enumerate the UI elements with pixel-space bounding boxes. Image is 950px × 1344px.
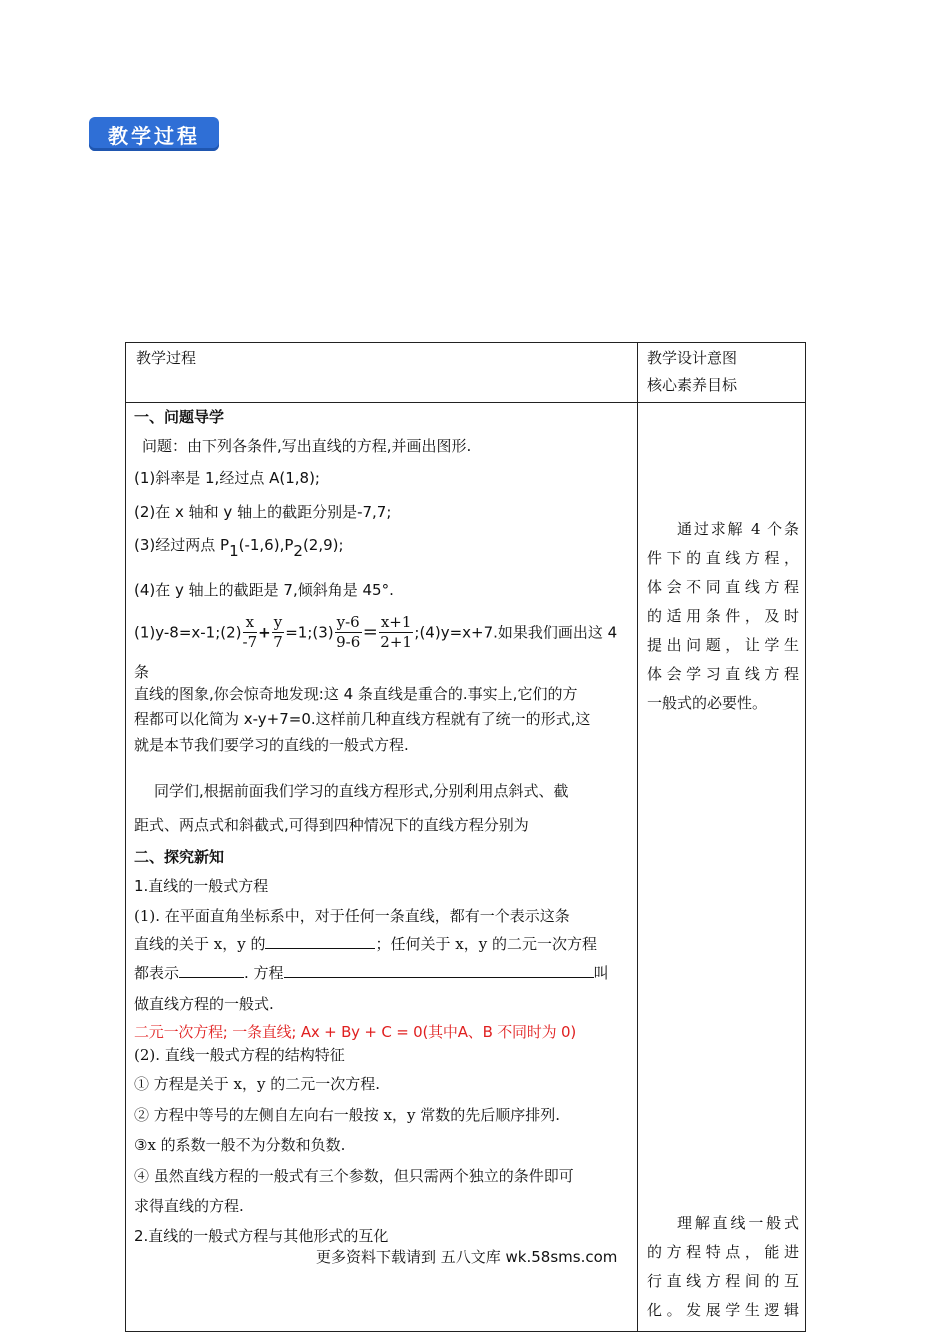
- question-text: 问题：由下列各条件,写出直线的方程,并画出图形.: [142, 437, 472, 455]
- fraction-4: [379, 613, 414, 652]
- section2-title: 二、探究新知: [134, 848, 225, 866]
- para-line-4: 同学们,根据前面我们学习的直线方程形式,分别利用点斜式、截: [154, 782, 569, 800]
- header-right-line2: 核心素养目标: [647, 376, 738, 394]
- q1-line-2: [134, 933, 597, 954]
- q1-line-2a: 直线的关于 x，y 的: [134, 935, 266, 953]
- answer-text: 二元一次方程; 一条直线; Ax + By + C = 0(其中A、B 不同时为 0): [134, 1023, 577, 1041]
- side1-line-6: 体会学习直线方程: [647, 665, 799, 683]
- equations-line: [134, 613, 617, 652]
- q1-line-2b: ；任何关于 x，y 的二元一次方程: [375, 935, 597, 953]
- header-left: 教学过程: [136, 349, 197, 367]
- footer-download-note: 更多资料下载请到 五八文库 wk.58sms.com: [316, 1248, 618, 1266]
- para-line-1: 直线的图象,你会惊奇地发现:这 4 条直线是重合的.事实上,它们的方: [134, 685, 578, 703]
- design-intent-1: [647, 515, 799, 718]
- condition-1: (1)斜率是 1,经过点 A(1,8);: [134, 469, 320, 487]
- fraction-3-den: 9-6: [336, 633, 361, 651]
- fraction-2: [272, 613, 284, 652]
- side1-line-7: 一般式的必要性。: [647, 694, 768, 712]
- side1-line-2: 件下的直线方程，: [647, 549, 799, 567]
- fraction-3-num: y-6: [336, 613, 360, 631]
- fraction-1-num: x: [243, 613, 258, 633]
- side2-line-1: 理解直线一般式: [677, 1214, 799, 1232]
- feature-4-line-2: 求得直线的方程.: [134, 1197, 244, 1215]
- p1-subscript: 1: [229, 542, 239, 560]
- eq-part-a: (1)y-8=x-1;(2): [134, 623, 242, 642]
- section1-title: 一、问题导学: [134, 408, 225, 426]
- fraction-1-den: -7: [242, 633, 258, 651]
- fraction-1: [243, 613, 258, 652]
- blank-1: [265, 933, 375, 949]
- fraction-3: [335, 613, 362, 652]
- header-right-line1: 教学设计意图: [647, 349, 738, 367]
- eq-tail: 条: [134, 663, 150, 681]
- q1-line-3a: 都表示: [134, 964, 180, 982]
- fraction-2-den: 7: [273, 633, 283, 651]
- fraction-4-num: x+1: [380, 613, 412, 631]
- side1-line-3: 体会不同直线方程: [647, 578, 799, 596]
- section-badge: 教学过程: [89, 117, 219, 151]
- q1-line-3: [134, 962, 609, 983]
- q1-line-4: 做直线方程的一般式.: [134, 995, 274, 1013]
- blank-3: [284, 962, 594, 978]
- para-line-5: 距式、两点式和斜截式,可得到四种情况下的直线方程分别为: [134, 816, 529, 834]
- feature-3: ③x 的系数一般不为分数和负数.: [134, 1136, 346, 1154]
- eq-part-c: ;(4)y=x+7.如果我们画出这 4: [414, 623, 618, 642]
- side2-line-4: 化。发展学生逻辑: [647, 1301, 799, 1319]
- lesson-table: [125, 342, 806, 1332]
- condition-3: [134, 534, 344, 560]
- feature-2: ② 方程中等号的左侧自左向右一般按 x，y 常数的先后顺序排列.: [134, 1106, 561, 1124]
- feature-4-line-1: ④ 虽然直线方程的一般式有三个参数，但只需两个独立的条件即可: [134, 1167, 574, 1185]
- side1-line-5: 提出问题，让学生: [647, 636, 799, 654]
- side2-line-3: 行直线方程间的互: [647, 1272, 799, 1290]
- side1-line-4: 的适用条件，及时: [647, 607, 799, 625]
- subsection-2-title: 2.直线的一般式方程与其他形式的互化: [134, 1227, 389, 1245]
- p2-subscript: 2: [293, 542, 303, 560]
- subsection-1-title: 1.直线的一般式方程: [134, 877, 269, 895]
- column-divider: [637, 343, 638, 1331]
- fraction-2-num: y: [273, 613, 283, 631]
- eq-part-b: =1;(3): [285, 623, 334, 642]
- q1-line-1: (1). 在平面直角坐标系中，对于任何一条直线，都有一个表示这条: [134, 907, 570, 925]
- design-intent-2: [647, 1209, 799, 1325]
- condition-3-pre: (3)经过两点 P: [134, 536, 230, 554]
- condition-2: (2)在 x 轴和 y 轴上的截距分别是-7,7;: [134, 503, 392, 521]
- para-line-2: 程都可以化简为 x-y+7=0.这样前几种直线方程就有了统一的形式,这: [134, 710, 591, 728]
- equals-sign: =: [362, 621, 378, 643]
- blank-2: [179, 962, 244, 978]
- fraction-4-den: 2+1: [380, 633, 412, 651]
- side1-line-1: 通过求解 4 个条: [677, 520, 799, 538]
- q1-line-3b: . 方程: [244, 964, 284, 982]
- condition-3-post: (2,9);: [302, 536, 344, 554]
- condition-3-mid: (-1,6),P: [238, 536, 294, 554]
- para-line-3: 就是本节我们要学习的直线的一般式方程.: [134, 736, 409, 754]
- q2-title: (2). 直线一般式方程的结构特征: [134, 1046, 345, 1064]
- side2-line-2: 的方程特点，能进: [647, 1243, 799, 1261]
- q1-line-3c: 叫: [593, 964, 609, 982]
- condition-4: (4)在 y 轴上的截距是 7,倾斜角是 45°.: [134, 581, 394, 599]
- plus-sign: +: [258, 623, 271, 642]
- header-divider: [126, 402, 805, 403]
- feature-1: ① 方程是关于 x，y 的二元一次方程.: [134, 1075, 381, 1093]
